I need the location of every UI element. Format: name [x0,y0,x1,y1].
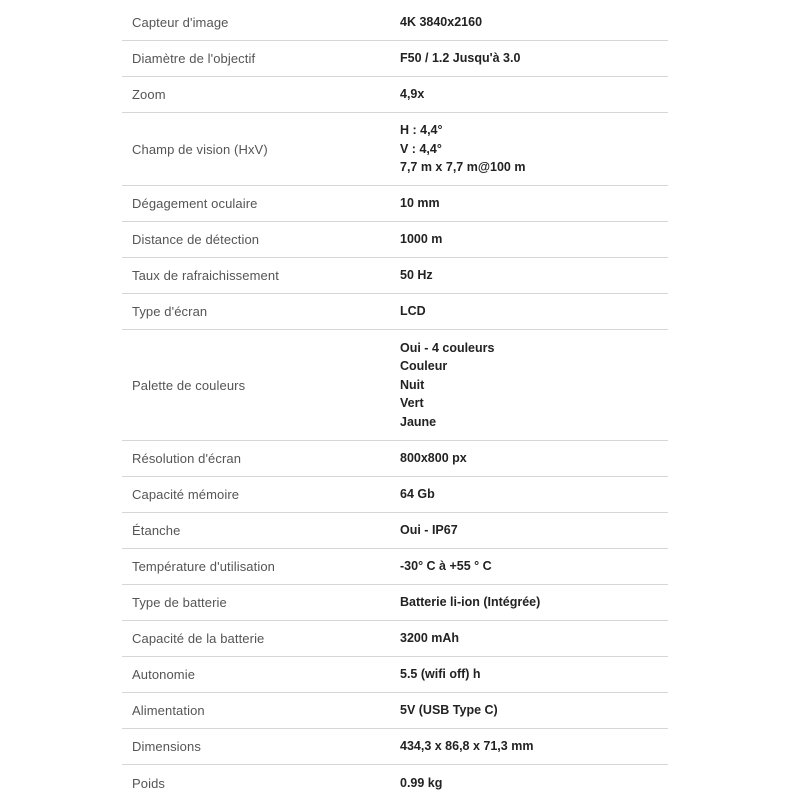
spec-label: Autonomie [132,667,196,682]
spec-row [122,113,668,186]
spec-value [392,85,668,104]
spec-row [122,222,668,258]
spec-label: Distance de détection [132,232,260,247]
spec-value [392,302,668,321]
spec-row [122,441,668,477]
spec-label: Zoom [132,87,166,102]
spec-label: Capacité de la batterie [132,631,265,646]
spec-value-line: H : 4,4° [400,123,443,138]
spec-value-line: 4K 3840x2160 [400,15,483,30]
spec-label: Étanche [132,523,181,538]
spec-value-line: -30° C à +55 ° C [400,559,492,574]
spec-label: Dimensions [132,739,201,754]
spec-value-line: 64 Gb [400,487,435,502]
specifications-table [122,5,668,801]
spec-label: Alimentation [132,703,205,718]
spec-label: Température d'utilisation [132,559,275,574]
spec-row [122,258,668,294]
spec-value [392,701,668,720]
spec-value [392,593,668,612]
spec-value-line: 50 Hz [400,268,433,283]
spec-value-line: 1000 m [400,232,443,247]
spec-value-line: Couleur [400,359,448,374]
spec-row [122,621,668,657]
spec-value [392,230,668,249]
spec-value [392,266,668,285]
spec-label: Taux de rafraichissement [132,268,279,283]
spec-label: Capacité mémoire [132,487,240,502]
spec-label: Type d'écran [132,304,208,319]
spec-value [392,557,668,576]
spec-value-line: 3200 mAh [400,631,460,646]
spec-value [392,521,668,540]
spec-value-line: 0.99 kg [400,775,443,790]
spec-value [392,13,668,32]
spec-label: Type de batterie [132,595,227,610]
spec-value [392,485,668,504]
spec-row [122,513,668,549]
spec-value-line: Jaune [400,414,437,429]
spec-value-line: 800x800 px [400,451,467,466]
spec-value-line: 7,7 m x 7,7 m@100 m [400,160,526,175]
spec-label: Résolution d'écran [132,451,242,466]
spec-value [392,629,668,648]
spec-value-line: 10 mm [400,196,440,211]
spec-value-line: Oui - IP67 [400,523,458,538]
spec-value-line: LCD [400,304,426,319]
spec-row [122,477,668,513]
spec-value-line: Batterie li-ion (Intégrée) [400,595,541,610]
spec-row [122,657,668,693]
spec-value-line: 434,3 x 86,8 x 71,3 mm [400,739,534,754]
spec-row [122,585,668,621]
spec-label: Champ de vision (HxV) [132,141,268,157]
spec-label: Diamètre de l'objectif [132,51,256,66]
spec-label: Palette de couleurs [132,377,246,393]
spec-value [392,737,668,756]
spec-row [122,330,668,441]
spec-value [392,665,668,684]
spec-value-line: 4,9x [400,87,425,102]
spec-row [122,765,668,801]
spec-value [392,194,668,213]
spec-value [392,121,668,177]
spec-value-line: 5V (USB Type C) [400,703,498,718]
spec-row [122,77,668,113]
spec-value-line: F50 / 1.2 Jusqu'à 3.0 [400,51,521,66]
spec-value [392,449,668,468]
spec-value [392,49,668,68]
spec-row [122,693,668,729]
spec-value-line: Nuit [400,377,425,392]
spec-row [122,186,668,222]
spec-value [392,339,668,432]
spec-value [392,774,668,793]
spec-label: Poids [132,775,166,791]
spec-row [122,41,668,77]
spec-row [122,294,668,330]
spec-row [122,5,668,41]
spec-value-line: Vert [400,396,424,411]
spec-value-line: 5.5 (wifi off) h [400,667,481,682]
spec-row [122,549,668,585]
spec-label: Capteur d'image [132,15,229,30]
spec-value-line: Oui - 4 couleurs [400,340,495,355]
spec-label: Dégagement oculaire [132,196,258,211]
spec-value-line: V : 4,4° [400,141,442,156]
spec-row [122,729,668,765]
